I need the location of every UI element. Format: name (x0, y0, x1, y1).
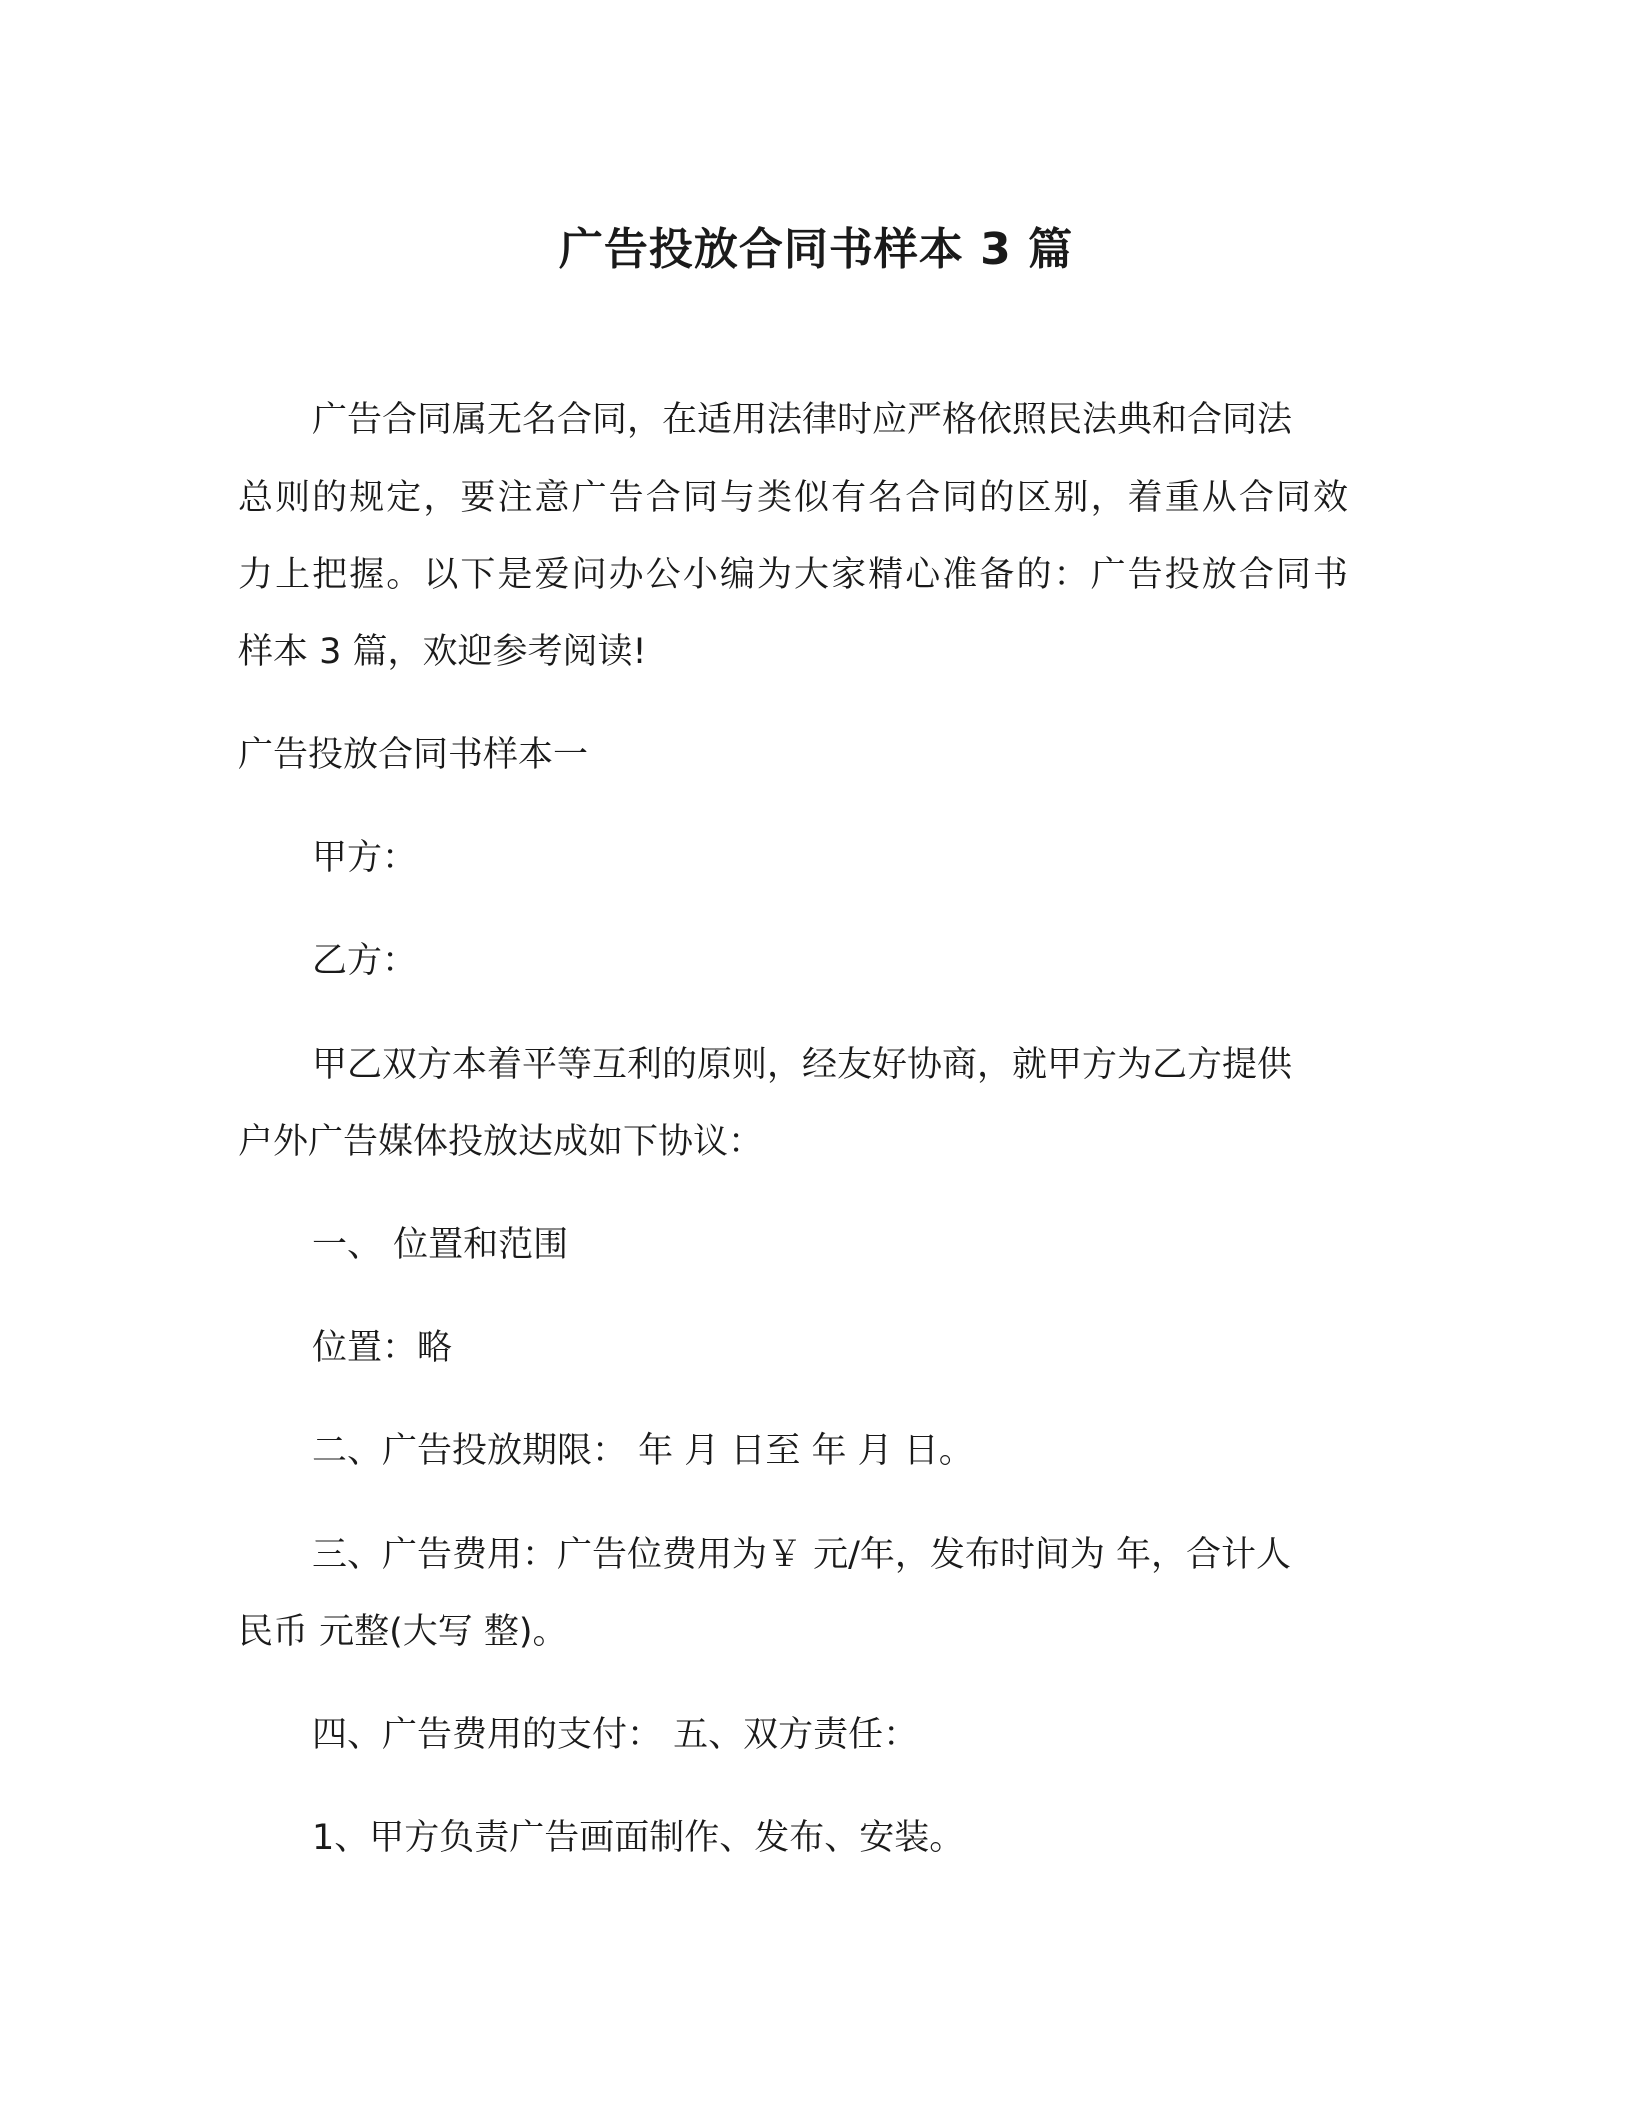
section-heading: 广告投放合同书样本一 (238, 735, 589, 775)
agreement-line-2: 户外广告媒体投放达成如下协议： (238, 1122, 764, 1162)
intro-line-4: 样本 3 篇，欢迎参考阅读! (238, 632, 647, 672)
intro-line-2: 总则的规定，要注意广告合同与类似有名合同的区别，着重从合同效 (238, 478, 1348, 518)
party-b-label: 乙方： (312, 941, 418, 981)
intro-line-1: 广告合同属无名合同，在适用法律时应严格依照民法典和合同法 (312, 400, 1293, 440)
party-a-label: 甲方： (312, 838, 418, 878)
clause-1-heading: 一、 位置和范围 (312, 1225, 569, 1265)
item-1: 1、甲方负责广告画面制作、发布、安装。 (312, 1818, 965, 1858)
clause-3-line-1: 三、广告费用：广告位费用为￥ 元/年，发布时间为 年，合计人 (312, 1535, 1292, 1575)
clause-1-location: 位置：略 (312, 1328, 453, 1368)
intro-line-3: 力上把握。以下是爱问办公小编为大家精心准备的：广告投放合同书 (238, 555, 1348, 595)
clause-4-5: 四、广告费用的支付： 五、双方责任： (312, 1715, 919, 1755)
clause-3-line-2: 民币 元整(大写 整)。 (238, 1612, 568, 1652)
clause-2-term: 二、广告投放期限： 年 月 日至 年 月 日。 (312, 1431, 974, 1471)
agreement-line-1: 甲乙双方本着平等互利的原则，经友好协商，就甲方为乙方提供 (312, 1045, 1293, 1085)
document-title: 广告投放合同书样本 3 篇 (558, 224, 1074, 275)
